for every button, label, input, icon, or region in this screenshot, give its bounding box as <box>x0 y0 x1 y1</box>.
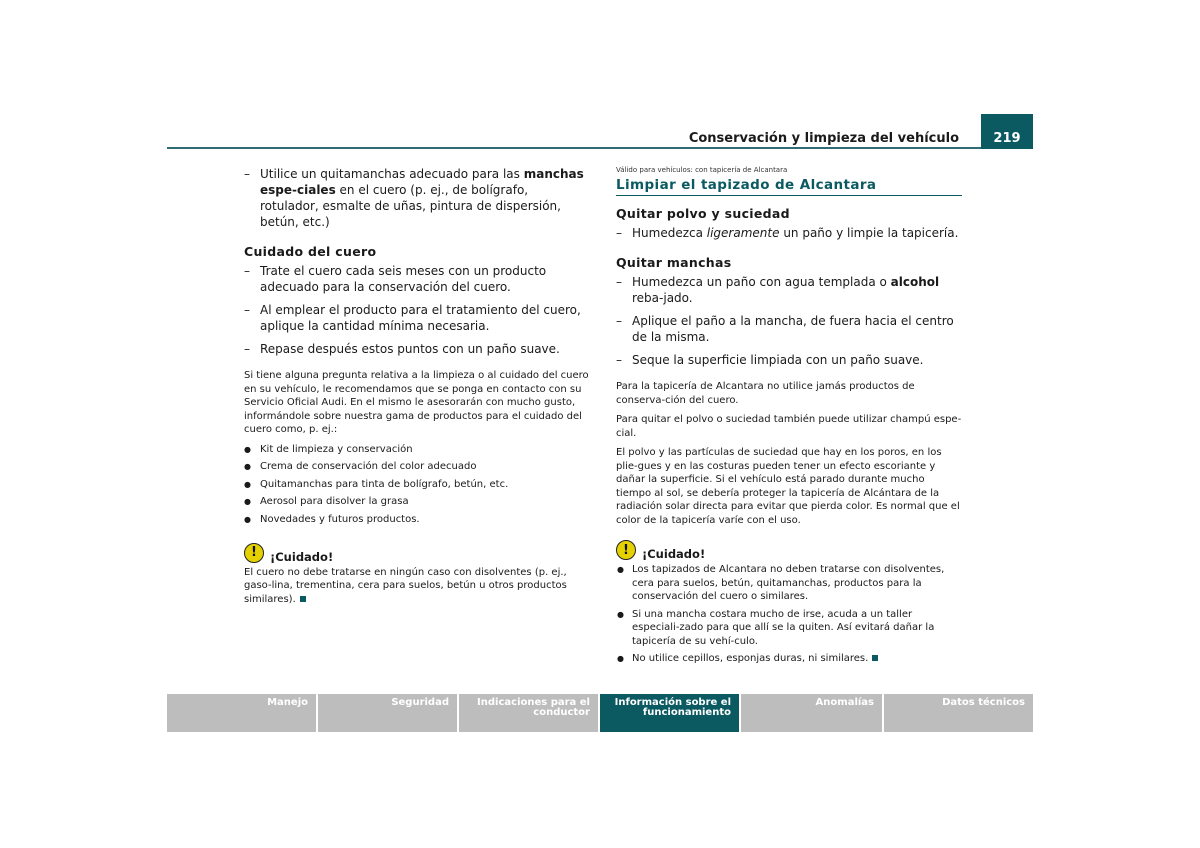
leather-care-heading: Cuidado del cuero <box>244 244 377 259</box>
stain-remover-item: – Utilice un quitamanchas adecuado para las manchas espe-ciales en el cuero (p. ej., de bolígrafo, rotulador, esmalte de uñas, pintura de dispersión, betún, etc.) <box>244 166 590 230</box>
page-header-title: Conservación y limpieza del vehículo <box>688 131 959 146</box>
tab-datos-tecnicos[interactable]: Datos técnicos <box>884 694 1033 732</box>
list-item: ● Novedades y futuros productos. <box>244 513 590 526</box>
page-number: 219 <box>981 114 1033 149</box>
caution-text: El cuero no debe tratarse en ningún caso con disolventes (p. ej., gaso-lina, trementina, cera para suelos, betún u otros productos similares). <box>244 566 567 605</box>
tab-seguridad[interactable]: Seguridad <box>318 694 457 732</box>
tab-anomalias[interactable]: Anomalías <box>741 694 882 732</box>
list-item: ● Quitamanchas para tinta de bolígrafo, betún, etc. <box>244 478 590 491</box>
tab-informacion[interactable]: Información sobre el funcionamiento <box>600 694 739 732</box>
leather-care-note: Si tiene alguna pregunta relativa a la limpieza o al cuidado del cuero en su vehículo, le recomendamos que se ponga en contacto con su Servicio Oficial Audi. En el mismo le asesorarán con mucho gusto, informándole sobre nuestra gama de productos para el cuidado del cuero como, p. ej.: <box>244 370 589 435</box>
left-column <box>244 166 590 612</box>
chapter-tabs <box>167 694 1033 732</box>
list-item: ● Kit de limpieza y conservación <box>244 443 590 456</box>
list-item: ● Los tapizados de Alcantara no deben tratarse con disolventes, cera para suelos, betún, quitamanchas, productos para la conservación del cuero o similares. <box>616 563 962 604</box>
validity-note: Válido para vehículos: con tapicería de Alcantara <box>616 166 788 174</box>
dust-heading: Quitar polvo y suciedad <box>616 206 790 221</box>
leather-care-item: – Repase después estos puntos con un paño suave. <box>244 341 590 357</box>
caution-title: ¡Cuidado! <box>642 547 706 561</box>
list-item: ● Si una mancha costara mucho de irse, acuda a un taller especiali-zado para que allí se la quiten. Así evitará dañar la tapicería de su vehí-culo. <box>616 608 962 649</box>
stains-item: – Aplique el paño a la mancha, de fuera hacia el centro de la misma. <box>616 313 962 345</box>
leather-care-item: – Al emplear el producto para el tratamiento del cuero, aplique la cantidad mínima necesaria. <box>244 302 590 334</box>
product-list <box>244 443 590 526</box>
end-mark-icon <box>872 655 878 661</box>
end-mark-icon <box>300 596 306 602</box>
tab-manejo[interactable]: Manejo <box>167 694 316 732</box>
caution-header <box>616 539 962 561</box>
tab-indicaciones[interactable]: Indicaciones para el conductor <box>459 694 598 732</box>
alcantara-note: El polvo y las partículas de suciedad que hay en los poros, en los plie-gues y en las costuras pueden tener un efecto escoriante y dañar la superficie. Si el vehículo está parado durante mucho tiempo al sol, se debería proteger la tapicería de Alcántara de la radiación solar directa para evitar que pierda color. Es normal que el color de la tapicería varíe con el uso. <box>616 447 960 526</box>
caution-list <box>616 563 962 666</box>
list-item: ● No utilice cepillos, esponjas duras, ni similares. <box>616 652 962 666</box>
warning-icon: ! <box>616 540 636 560</box>
header-rule <box>167 147 1033 149</box>
alcantara-note: Para quitar el polvo o suciedad también puede utilizar champú espe-cial. <box>616 414 962 439</box>
stains-heading: Quitar manchas <box>616 255 732 270</box>
list-item: ● Aerosol para disolver la grasa <box>244 495 590 508</box>
warning-icon: ! <box>244 543 264 563</box>
leather-care-item: – Trate el cuero cada seis meses con un producto adecuado para la conservación del cuero. <box>244 263 590 295</box>
dust-item: – Humedezca ligeramente un paño y limpie la tapicería. <box>616 225 962 241</box>
section-title: Limpiar el tapizado de Alcantara <box>616 177 962 196</box>
stains-item: – Humedezca un paño con agua templada o alcohol reba-jado. <box>616 274 962 306</box>
stains-item: – Seque la superficie limpiada con un paño suave. <box>616 352 962 368</box>
list-item: ● Crema de conservación del color adecuado <box>244 460 590 473</box>
alcantara-note: Para la tapicería de Alcantara no utilice jamás productos de conserva-ción del cuero. <box>616 381 915 406</box>
caution-header <box>244 542 590 564</box>
caution-title: ¡Cuidado! <box>270 549 334 564</box>
right-column <box>616 166 962 670</box>
